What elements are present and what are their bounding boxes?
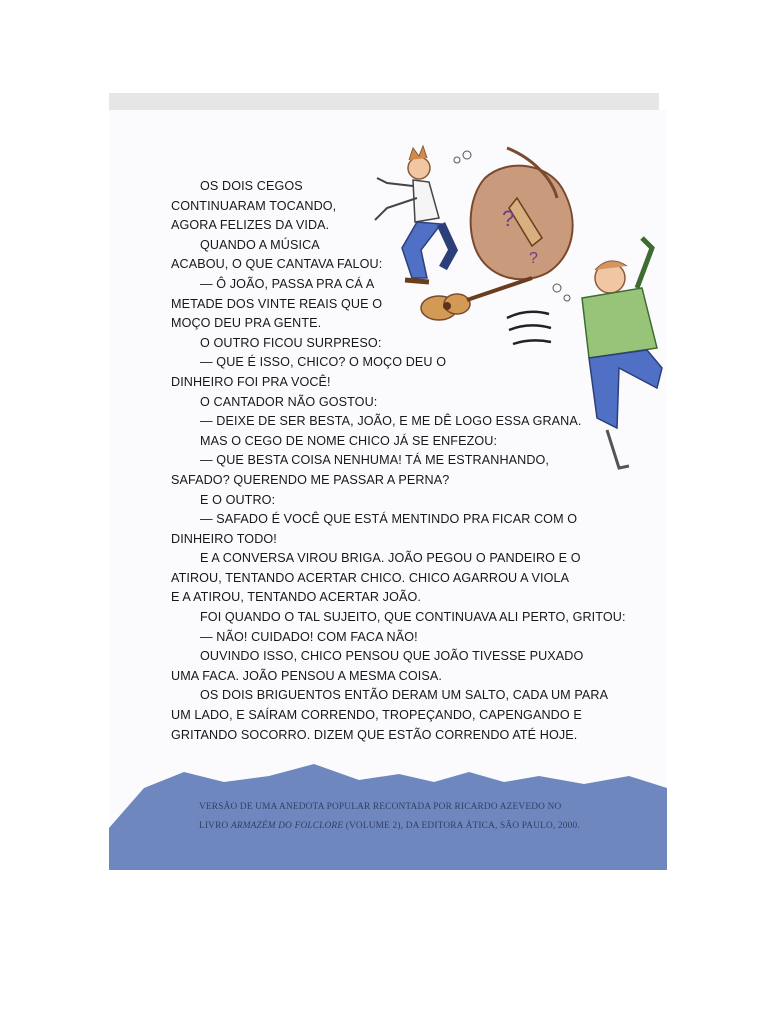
story-line: — QUE BESTA COISA NENHUMA! TÁ ME ESTRANHANDO, [200,453,550,468]
story-line: CONTINUARAM TOCANDO, [171,198,337,213]
story-line: AGORA FELIZES DA VIDA. [171,218,330,233]
story-line: OS DOIS BRIGUENTOS ENTÃO DERAM UM SALTO, CADA UM PARA [200,688,609,703]
story-line: O OUTRO FICOU SURPRESO: [200,335,382,350]
story-line: GRITANDO SOCORRO. DIZEM QUE ESTÃO CORRENDO ATÉ HOJE. [171,727,578,742]
svg-text:?: ? [529,250,538,267]
page-top-strip [109,93,659,110]
story-line: SAFADO? QUERENDO ME PASSAR A PERNA? [171,472,450,487]
credit-line-2 [199,821,580,831]
story-text [171,177,641,745]
story-line: METADE DOS VINTE REAIS QUE O [171,296,383,311]
story-line: MAS O CEGO DE NOME CHICO JÁ SE ENFEZOU: [200,433,498,448]
story-line: E A CONVERSA VIROU BRIGA. JOÃO PEGOU O PANDEIRO E O [200,551,581,566]
story-line: — SAFADO É VOCÊ QUE ESTÁ MENTINDO PRA FICAR COM O [200,512,578,527]
story-line: E A ATIROU, TENTANDO ACERTAR JOÃO. [171,590,421,605]
story-line: — QUE É ISSO, CHICO? O MOÇO DEU O [200,355,447,370]
story-line: — NÃO! CUIDADO! COM FACA NÃO! [200,629,418,644]
story-line: ACABOU, O QUE CANTAVA FALOU: [171,257,383,272]
svg-text:?: ? [502,206,515,231]
book-title: ARMAZÉM DO FOLCLORE [230,821,344,831]
credit-line-2-prefix: LIVRO [199,821,231,831]
story-line: DINHEIRO TODO! [171,531,277,546]
story-line: FOI QUANDO O TAL SUJEITO, QUE CONTINUAVA ALI PERTO, GRITOU: [200,610,626,625]
credit-line-2-suffix: (VOLUME 2), DA EDITORA ÁTICA, SÃO PAULO, 2000. [343,821,580,831]
book-page [109,110,667,870]
story-line: OUVINDO ISSO, CHICO PENSOU QUE JOÃO TIVESSE PUXADO [200,649,584,664]
credit-line-1: VERSÃO DE UMA ANEDOTA POPULAR RECONTADA POR RICARDO AZEVEDO NO [199,802,562,812]
story-line: DINHEIRO FOI PRA VOCÊ! [171,374,331,389]
story-line: E O OUTRO: [200,492,276,507]
story-line: ATIROU, TENTANDO ACERTAR CHICO. CHICO AGARROU A VIOLA [171,570,570,585]
story-line: — Ô JOÃO, PASSA PRA CÁ A [200,276,375,291]
story-line: UMA FACA. JOÃO PENSOU A MESMA COISA. [171,668,442,683]
story-line: OS DOIS CEGOS [200,179,303,193]
story-line: — DEIXE DE SER BESTA, JOÃO, E ME DÊ LOGO ESSA GRANA. [200,414,582,429]
story-line: QUANDO A MÚSICA [200,237,320,252]
story-line: O CANTADOR NÃO GOSTOU: [200,394,378,409]
story-line: UM LADO, E SAÍRAM CORRENDO, TROPEÇANDO, CAPENGANDO E [171,708,582,723]
credit-note [199,798,649,836]
story-line: MOÇO DEU PRA GENTE. [171,316,322,331]
